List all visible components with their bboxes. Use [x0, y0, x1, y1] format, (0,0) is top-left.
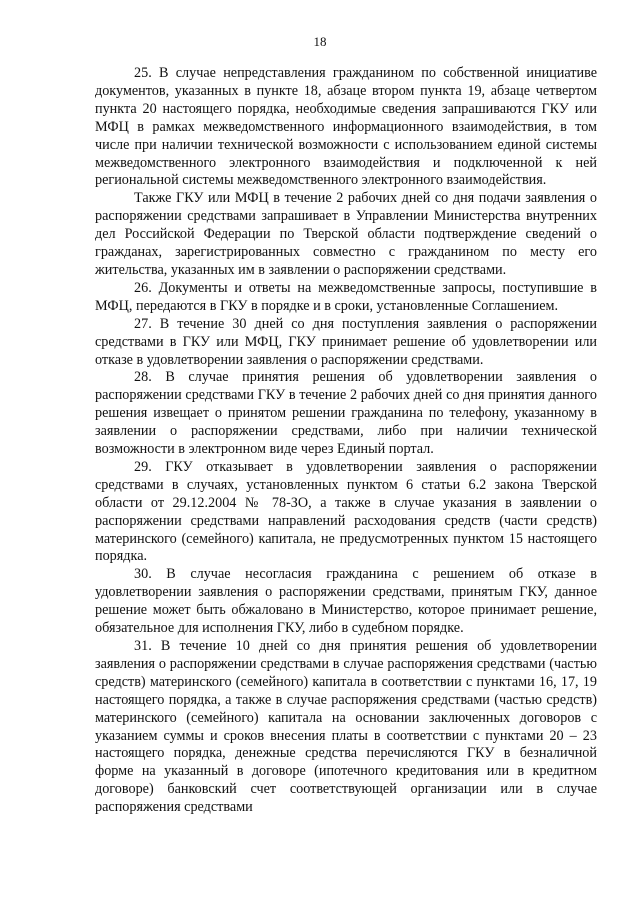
paragraph-text: 28. В случае принятия решения об удовлетворении заявления о распоряжении средствами ГКУ в течение 2 рабочих дней со дня принятия данного решения извещает о принятом решении гражданина по телефону, указанному в заявлении о распоряжении средствами, либо при наличии технической возможности в электронном виде через Единый портал.: [95, 369, 597, 458]
paragraph-text: 30. В случае несогласия гражданина с решением об отказе в удовлетворении заявления о распоряжении средствами, принятым ГКУ, данное решение может быть обжаловано в Министерство, которое принимает решение, обязательное для исполнения ГКУ, либо в судебном порядке.: [95, 566, 597, 637]
paragraph-27: [95, 316, 597, 370]
paragraph-28: [95, 369, 597, 459]
paragraph-25-continuation: [95, 190, 597, 280]
paragraph-text: 26. Документы и ответы на межведомственные запросы, поступившие в МФЦ, передаются в ГКУ в порядке и в сроки, установленные Соглашением.: [95, 279, 597, 314]
paragraph-text: 29. ГКУ отказывает в удовлетворении заявления о распоряжении средствами в случаях, установленных пунктом 6 статьи 6.2 закона Тверской области от 29.12.2004 № 78-ЗО, а также в случае указания в заявлении о распоряжении средствами направлений расходования средств (части средств) материнского (семейного) капитала, не предусмотренных пунктом 15 настоящего порядка.: [95, 458, 597, 565]
paragraph-29: [95, 459, 597, 566]
paragraph-30: [95, 566, 597, 638]
paragraph-25: [95, 65, 597, 190]
paragraph-text: Также ГКУ или МФЦ в течение 2 рабочих дней со дня подачи заявления о распоряжении средствами запрашивает в Управлении Министерства внутренних дел Российской Федерации по Тверской области подтверждение сведений о гражданах, зарегистрированных совместно с гражданином по месту его жительства, указанных им в заявлении о распоряжении средствами.: [95, 190, 597, 278]
page-number: 18: [313, 34, 327, 49]
paragraph-text: 27. В течение 30 дней со дня поступления заявления о распоряжении средствами в ГКУ или МФЦ, ГКУ принимает решение об удовлетворении или отказе в удовлетворении заявления о распоряжении средствами.: [95, 315, 597, 368]
document-body: [95, 65, 597, 817]
paragraph-26: [95, 280, 597, 316]
paragraph-text: 25. В случае непредставления гражданином по собственной инициативе документов, указанных в пункте 18, абзаце втором пункта 19, абзаце четвертом пункта 20 настоящего порядка, необходимые сведения запрашиваются ГКУ или МФЦ в рамках межведомственного информационного взаимодействия, в том числе при наличии технической возможности с использованием единой системы межведомственного электронного взаимодействия и подключенной к ней региональной системы межведомственного электронного взаимодействия.: [95, 65, 597, 189]
paragraph-text: 31. В течение 10 дней со дня принятия решения об удовлетворении заявления о распоряжении средствами в случае распоряжения средствами (частью средств) материнского (семейного) капитала в соответствии с пунктами 16, 17, 19 настоящего порядка, а также в случае распоряжения средствами (частью средств) материнского (семейного) капитала на основании заключенных договоров с указанием суммы и сроков внесения платы в соответствии с пунктами 20 – 23 настоящего порядка, денежные средства перечисляются ГКУ в безналичной форме на указанный в договоре (ипотечного кредитования или в кредитном договоре) банковский счет соответствующей организации или в случае распоряжения средствами: [95, 638, 597, 816]
paragraph-31: [95, 638, 597, 817]
